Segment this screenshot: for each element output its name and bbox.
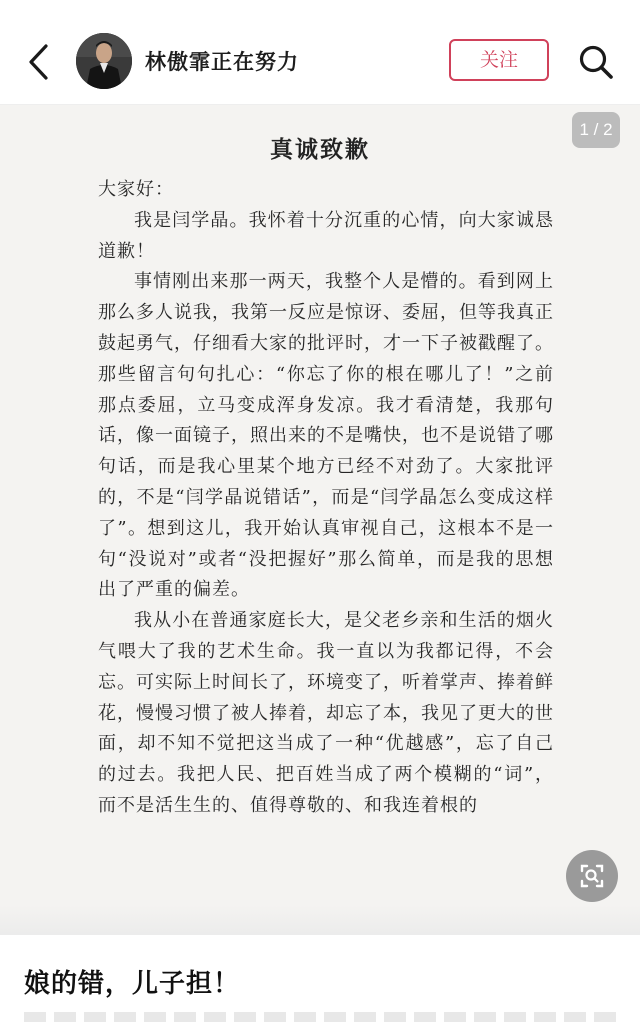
- letter-paragraph: 事情刚出来那一两天，我整个人是懵的。看到网上那么多人说我，我第一反应是惊讶、委屈，但等我真正鼓起勇气，仔细看大家的批评时，才一下子被戳醒了。那些留言句句扎心：“你忘了你的根在哪儿了！”之前那点委屈，立马变成浑身发凉。我才看清楚，我那句话，像一面镜子，照出来的不是嘴快，也不是说错了哪句话，而是我心里某个地方已经不对劲了。大家批评的，不是“闫学晶说错话”，而是“闫学晶怎么变成这样了”。想到这儿，我开始认真审视自己，这根本不是一句“没说对”或者“没把握好”那么简单，而是我的思想出了严重的偏差。: [98, 271, 554, 601]
- letter-body: [98, 175, 554, 822]
- username[interactable]: 林傲霏正在努力: [145, 50, 299, 74]
- back-button[interactable]: [22, 40, 58, 84]
- letter-paragraph: 我是闫学晶。我怀着十分沉重的心情，向大家诚恳道歉！: [98, 209, 554, 262]
- scan-icon: [566, 850, 618, 902]
- scan-button[interactable]: [566, 850, 618, 902]
- post-caption: [0, 940, 640, 1022]
- viewer-fade: [0, 905, 640, 935]
- search-button[interactable]: [576, 42, 616, 82]
- chevron-left-icon: [22, 40, 58, 84]
- search-icon: [576, 42, 616, 82]
- avatar[interactable]: [76, 33, 132, 89]
- caption-text: 娘的错，儿子担！: [24, 969, 241, 999]
- top-bar: [0, 0, 640, 105]
- avatar-image: [76, 33, 132, 89]
- letter-paragraph: 我从小在普通家庭长大，是父老乡亲和生活的烟火气喂大了我的艺术生命。我一直以为我都记得，不会忘。可实际上时间长了，环境变了，听着掌声、捧着鲜花，慢慢习惯了被人捧着，却忘了本，我见了更大的世面，却不知不觉把这当成了一种“优越感”，忘了自己的过去。我把人民、把百姓当成了两个模糊的“词”，而不是活生生的、值得尊敬的、和我连着根的: [98, 610, 554, 816]
- letter-title: 真诚致歉: [270, 136, 370, 163]
- caption-cutoff-line: [24, 1012, 624, 1022]
- image-viewer[interactable]: [0, 105, 640, 935]
- page-counter: 1 / 2: [572, 112, 620, 148]
- letter-greeting: 大家好：: [98, 179, 174, 200]
- follow-button[interactable]: 关注: [449, 39, 549, 81]
